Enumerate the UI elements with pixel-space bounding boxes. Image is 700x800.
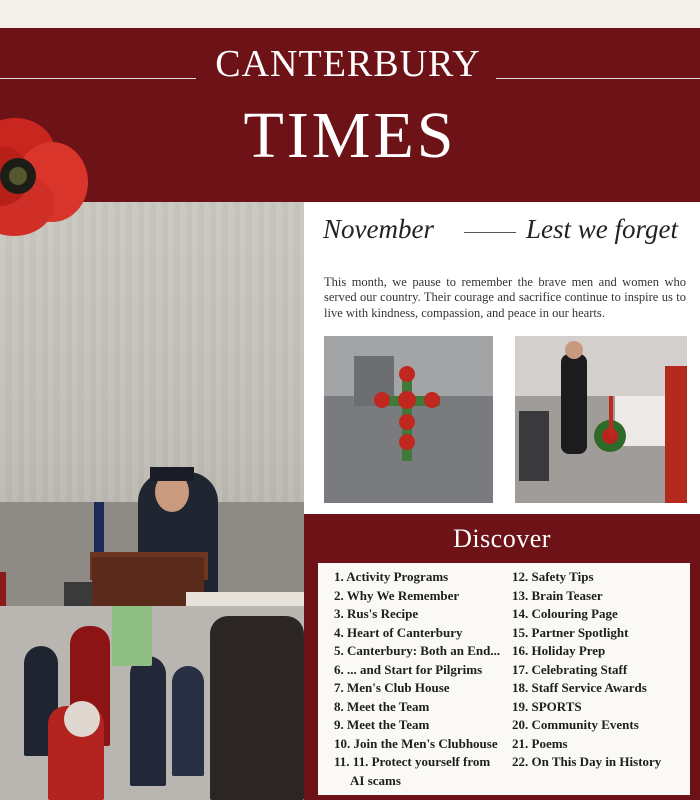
list-item: 15. Partner Spotlight	[512, 624, 629, 640]
masthead-title-big: TIMES	[243, 99, 457, 172]
veterans-parade-photo	[0, 606, 304, 800]
list-item: 16. Holiday Prep	[512, 643, 606, 658]
wreath-laying-photo	[515, 336, 687, 503]
list-item: 11. 11. Protect yourself from	[334, 754, 491, 769]
masthead	[0, 28, 700, 202]
list-item: 14. Colouring Page	[512, 606, 618, 621]
list-item: 10. Join the Men's Clubhouse	[334, 735, 498, 751]
list-item: 7. Men's Club House	[334, 680, 450, 695]
list-item: 1. Activity Programs	[334, 569, 449, 584]
poppy-cross-photo	[324, 336, 493, 503]
list-item: 4. Heart of Canterbury	[334, 624, 463, 640]
masthead-title-small: CANTERBURY	[215, 43, 481, 85]
contents-list-right	[512, 568, 661, 772]
list-item: AI scams	[350, 772, 401, 788]
list-item: 13. Brain Teaser	[512, 587, 603, 603]
list-item: 20. Community Events	[512, 717, 639, 732]
list-item: 18. Staff Service Awards	[512, 680, 647, 695]
contents-list-left	[334, 568, 526, 790]
list-item: 6. ... and Start for Pilgrims	[334, 661, 483, 677]
list-item: 3. Rus's Recipe	[334, 606, 419, 621]
poppy-cross-icon	[324, 336, 493, 503]
list-item: 19. SPORTS	[512, 698, 582, 714]
poppy-icon	[0, 112, 90, 242]
list-item: 2. Why We Remember	[334, 587, 460, 603]
heading-divider	[464, 232, 516, 233]
top-margin	[0, 0, 700, 28]
motto-heading: Lest we forget	[526, 214, 678, 244]
list-item: 12. Safety Tips	[512, 569, 594, 584]
wreath-icon	[515, 336, 687, 503]
intro-paragraph: This month, we pause to remember the brave men and women who served our country. Their courage and sacrifice continue to inspire us to live with kindness, compassion, and peace in our hearts.	[324, 274, 686, 320]
discover-title: Discover	[453, 524, 551, 553]
month-heading: November	[323, 214, 434, 244]
masthead-rule-right	[496, 78, 700, 79]
list-item: 5. Canterbury: Both an End...	[334, 643, 501, 658]
list-item: 21. Poems	[512, 735, 568, 751]
list-item: 22. On This Day in History	[512, 754, 662, 769]
list-item: 8. Meet the Team	[334, 698, 430, 714]
remembrance-ceremony-photo	[0, 202, 304, 606]
list-item: 9. Meet the Team	[334, 717, 430, 732]
masthead-rule-left	[0, 78, 196, 79]
list-item: 17. Celebrating Staff	[512, 661, 628, 677]
